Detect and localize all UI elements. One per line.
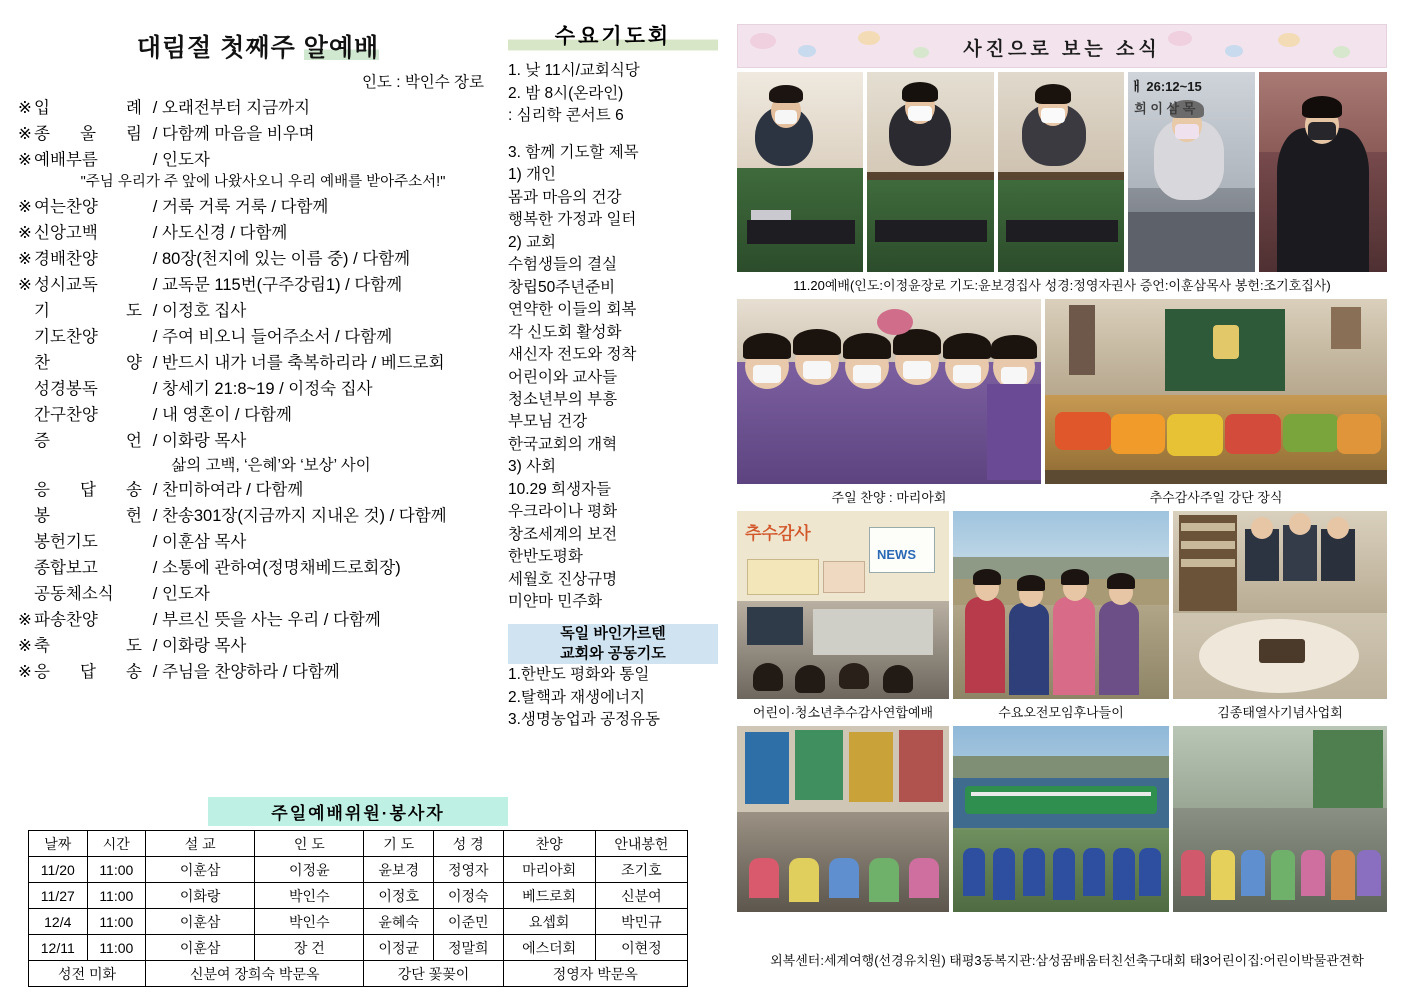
table-row (29, 857, 688, 883)
photo-sanctuary (1045, 299, 1387, 484)
photo-worship-1 (737, 72, 863, 272)
order-item-mark: ※ (18, 197, 32, 216)
photo-row-3 (737, 511, 1387, 699)
prayer-item: 우크라이나 평화 (508, 503, 618, 521)
table-cell: 이정균 (364, 935, 434, 961)
table-footer-cell: 성전 미화 (29, 961, 146, 987)
order-item-separator: / (152, 533, 158, 551)
table-cell: 이정숙 (433, 883, 503, 909)
order-call-to-worship-note: "주님 우리가 주 앞에 나왔사오니 우리 예배를 받아주소서!" (80, 174, 446, 190)
order-item-separator: / (152, 611, 158, 629)
table-cell: 요셉회 (503, 909, 595, 935)
table-header-cell: 안내봉헌 (595, 831, 687, 857)
order-item-mark: ※ (18, 99, 32, 117)
order-item-separator: / (152, 249, 158, 268)
photo-news-banner (737, 24, 1387, 68)
table-cell: 이훈삼 (146, 857, 255, 883)
order-item-label: 증 언 (34, 431, 142, 450)
germany-partner-item: 3.생명농업과 공정유동 (508, 711, 660, 729)
order-item-separator: / (152, 275, 158, 294)
order-item-separator: / (152, 197, 158, 216)
photo-memorial-society (1173, 511, 1387, 699)
germany-partner-list (508, 664, 718, 731)
table-cell: 이정윤 (255, 857, 364, 883)
photo-worship-3 (998, 72, 1124, 272)
table-cell: 마리아회 (503, 857, 595, 883)
order-item-separator: / (152, 125, 158, 143)
order-item (18, 100, 498, 117)
prayer-item: 각 신도회 활성화 (508, 323, 622, 341)
order-item-label: 간구찬양 (34, 405, 98, 424)
photo-caption-children: 어린이·청소년추수감사연합예배 (752, 705, 934, 720)
order-item-value: 이정호 집사 (162, 301, 247, 320)
photo-worship-4 (1128, 72, 1254, 272)
germany-partner-title (508, 624, 718, 665)
order-item-separator: / (152, 585, 158, 603)
order-item-separator: / (152, 379, 158, 398)
prayer-item: 창조세계의 보전 (508, 525, 618, 543)
prayer-item: 몸과 마음의 건강 (508, 188, 622, 206)
order-item-separator: / (152, 431, 158, 450)
table-header-cell: 기 도 (364, 831, 434, 857)
order-item-label: 봉헌기도 (34, 533, 98, 551)
order-item-value: 교독문 115번(구주강림1) / 다함께 (162, 275, 403, 294)
table-cell: 박민규 (595, 909, 687, 935)
table-cell: 11:00 (87, 857, 146, 883)
table-footer-cell: 정영자 박문옥 (503, 961, 687, 987)
table-cell: 이훈삼 (146, 909, 255, 935)
order-item-label: 신앙고백 (34, 223, 98, 242)
order-item-value: 인도자 (162, 151, 210, 169)
table-cell: 조기호 (595, 857, 687, 883)
order-item-label: 경배찬양 (34, 249, 98, 268)
order-item-value: 반드시 내가 너를 축복하리라 / 베드로회 (162, 353, 445, 372)
table-cell: 11:00 (87, 883, 146, 909)
duty-table-section (28, 797, 688, 987)
photo-text-thanksgiving: 추수감사 (745, 524, 811, 543)
order-item-value: 80장(천지에 있는 이름 중) / 다함께 (162, 249, 411, 268)
order-item (18, 329, 498, 346)
table-cell: 박인수 (255, 883, 364, 909)
table-row (29, 883, 688, 909)
table-header-cell: 성 경 (433, 831, 503, 857)
order-item-separator: / (152, 301, 158, 320)
photo-worship-5 (1259, 72, 1387, 272)
table-header-cell: 인 도 (255, 831, 364, 857)
table-cell: 11:00 (87, 935, 146, 961)
sermon-subtitle: 삶의 고백, ‘은혜’와 ‘보상’ 사이 (171, 456, 371, 474)
order-item-mark: ※ (18, 611, 32, 629)
prayer-item: 세월호 진상규명 (508, 570, 618, 588)
table-cell: 이훈삼 (146, 935, 255, 961)
order-item (18, 482, 498, 499)
wednesday-schedule-line: : 심리학 콘서트 6 (508, 107, 624, 125)
germany-partner-item: 1.한반도 평화와 통일 (508, 666, 650, 684)
order-item-label: 종합보고 (34, 559, 98, 577)
germany-partner-title-line2: 교회와 공동기도 (560, 644, 666, 662)
order-item-value: 내 영혼이 / 다함께 (162, 405, 292, 424)
order-list (18, 100, 498, 681)
table-footer-row (29, 961, 688, 987)
order-item (18, 199, 498, 216)
photo-children-thanksgiving (737, 511, 949, 699)
order-item (18, 355, 498, 372)
photo-caption-outing: 수요오전모임후나들이 (998, 705, 1124, 720)
table-header-cell: 시간 (87, 831, 146, 857)
table-cell: 베드로회 (503, 883, 595, 909)
table-cell: 12/11 (29, 935, 88, 961)
order-item-value: 다함께 마음을 비우며 (162, 125, 315, 143)
order-title-plain: 대림절 첫째주 (136, 34, 304, 62)
duty-table (28, 830, 688, 987)
germany-partner-title-line1: 독일 바인가르텐 (560, 624, 666, 642)
photo-news-title: 사진으로 보는 소식 (963, 39, 1161, 60)
order-item-value: 이훈삼 목사 (162, 533, 247, 551)
order-item-label: 종 울 림 (34, 125, 142, 143)
order-item-label: 축 도 (34, 637, 142, 655)
order-item-mark: ※ (18, 275, 32, 294)
table-row (29, 935, 688, 961)
table-header-row (29, 831, 688, 857)
prayer-group-heading: 3) 사회 (508, 458, 557, 476)
order-item-value: 부르신 뜻을 사는 우리 / 다함께 (162, 611, 381, 629)
photo-caption-row1: 11.20예배(인도:이정윤장로 기도:윤보경집사 성경:정영자권사 증언:이훈삼목사 봉헌:조기호집사) (793, 278, 1331, 293)
photo-museum-visit (1173, 726, 1387, 912)
wednesday-prayer-title: 수요기도회 (508, 22, 718, 52)
order-item-label: 예배부름 (34, 151, 98, 169)
photo-choir (737, 299, 1041, 484)
photo-text-news: NEWS (877, 547, 916, 562)
order-item-value: 주님을 찬양하라 / 다함께 (162, 663, 340, 681)
order-item-separator: / (152, 637, 158, 655)
order-item-value: 창세기 21:8~19 / 이정숙 집사 (162, 379, 373, 398)
table-cell: 정영자 (433, 857, 503, 883)
table-cell: 박인수 (255, 909, 364, 935)
spacer (508, 128, 718, 142)
prayer-item: 한국교회의 개혁 (508, 435, 618, 453)
table-cell: 11/20 (29, 857, 88, 883)
table-cell: 11:00 (87, 909, 146, 935)
photo-caption-row4: 외복센터:세계여행(선경유치원) 태평3동복지관:삼성꿈배움터친선축구대회 태3어린이집:어린이박물관견학 (770, 953, 1364, 968)
order-item (18, 433, 498, 450)
table-cell: 신분여 (595, 883, 687, 909)
order-item (18, 407, 498, 424)
photo-caption-memorial: 김종태열사기념사업회 (1217, 705, 1343, 720)
photo-worship-2 (867, 72, 993, 272)
order-item-separator: / (152, 151, 158, 169)
order-item-value: 인도자 (162, 585, 210, 603)
table-header-cell: 날짜 (29, 831, 88, 857)
table-header-cell: 찬양 (503, 831, 595, 857)
order-item-separator: / (152, 559, 158, 577)
order-item-label: 입 례 (34, 99, 142, 117)
order-item-separator: / (152, 481, 158, 499)
order-item (18, 225, 498, 242)
wednesday-schedule-line: 1. 낮 11시/교회식당 (508, 62, 640, 80)
prayer-group-heading: 2) 교회 (508, 233, 557, 251)
photo-bible-overlay-2: 희 이 삼 목 (1134, 101, 1196, 116)
photo-row-2 (737, 299, 1387, 484)
photo-news-section (737, 24, 1387, 912)
order-item-label: 응 답 송 (34, 481, 142, 499)
table-cell: 윤혜숙 (364, 909, 434, 935)
order-item-separator: / (152, 99, 158, 117)
order-item (18, 152, 498, 169)
table-header-cell: 설 교 (146, 831, 255, 857)
order-item (18, 586, 498, 603)
prayer-item: 행복한 가정과 일터 (508, 211, 637, 229)
prayer-item: 10.29 희생자들 (508, 480, 611, 498)
wednesday-prayer-body (508, 60, 718, 613)
order-item (18, 277, 498, 294)
table-row (29, 909, 688, 935)
order-item-value: 거룩 거룩 거룩 / 다함께 (162, 197, 329, 216)
table-cell: 12/4 (29, 909, 88, 935)
page-title (18, 28, 498, 64)
photo-bible-overlay: ㅐ 26:12~15 (1130, 79, 1202, 94)
order-item-value: 이화랑 목사 (162, 637, 247, 655)
table-cell: 11/27 (29, 883, 88, 909)
photo-caption-sanctuary: 추수감사주일 강단 장식 (1149, 490, 1283, 505)
worship-leader: 인도 : 박인수 장로 (361, 74, 484, 91)
order-item-value: 소통에 관하여(정명채베드로회장) (162, 559, 401, 577)
order-item-value: 이화랑 목사 (162, 431, 247, 450)
order-item (18, 508, 498, 525)
duty-table-title: 주일예배위원·봉사자 (208, 797, 508, 826)
order-item-label: 기도찬양 (34, 327, 98, 346)
prayer-item: 창립50주년준비 (508, 278, 616, 296)
photo-row-1 (737, 72, 1387, 272)
order-item-label: 응 답 송 (34, 663, 142, 681)
order-item (18, 126, 498, 143)
photo-grid (737, 72, 1387, 912)
order-item-mark: ※ (18, 663, 32, 681)
prayer-topics-heading: 3. 함께 기도할 제목 (508, 143, 639, 161)
order-item-value: 찬송301장(지금까지 지내온 것) / 다함께 (162, 507, 447, 525)
order-item (18, 251, 498, 268)
duty-table-foot (29, 961, 688, 987)
order-item-mark: ※ (18, 249, 32, 268)
table-footer-cell: 강단 꽃꽂이 (364, 961, 503, 987)
order-of-worship (18, 20, 498, 690)
prayer-item: 청소년부의 부흥 (508, 391, 618, 408)
order-item (18, 638, 498, 655)
order-item-separator: / (152, 405, 158, 424)
order-item-value: 사도신경 / 다함께 (162, 223, 288, 242)
order-item-separator: / (152, 507, 158, 525)
order-item-separator: / (152, 353, 158, 372)
order-item (18, 381, 498, 398)
germany-partner-item: 2.탈핵과 재생에너지 (508, 688, 646, 706)
table-cell: 에스더회 (503, 935, 595, 961)
table-footer-cell: 신분여 장희숙 박문옥 (146, 961, 364, 987)
duty-table-head (29, 831, 688, 857)
order-item-value: 찬미하여라 / 다함께 (162, 481, 304, 499)
order-item-label: 봉 헌 (34, 507, 142, 525)
order-item-label: 성경봉독 (34, 379, 98, 398)
table-cell: 이화랑 (146, 883, 255, 909)
prayer-item: 미얀마 민주화 (508, 593, 603, 611)
order-item-value: 주여 비오니 들어주소서 / 다함께 (162, 327, 393, 346)
wednesday-schedule-line: 2. 밤 8시(온라인) (508, 84, 624, 102)
order-item (18, 534, 498, 551)
wednesday-prayer-section (508, 22, 718, 732)
order-item-mark: ※ (18, 125, 32, 143)
prayer-item: 수험생들의 결실 (508, 256, 618, 274)
order-title-highlight: 알예배 (303, 34, 380, 62)
photo-kindergarten-tour (737, 726, 949, 912)
prayer-item: 부모님 건강 (508, 413, 588, 431)
table-cell: 장 건 (255, 935, 364, 961)
order-item-label: 여는찬양 (34, 197, 98, 216)
photo-wednesday-outing (953, 511, 1169, 699)
order-item-mark: ※ (18, 637, 32, 655)
order-item-label: 파송찬양 (34, 611, 98, 629)
order-item-separator: / (152, 327, 158, 346)
prayer-item: 새신자 전도와 정착 (508, 346, 637, 364)
photo-caption-choir: 주일 찬양 : 마리아회 (831, 490, 947, 505)
order-item (18, 303, 498, 320)
prayer-item: 연약한 이들의 회복 (508, 301, 637, 319)
order-item-label: 찬 양 (34, 353, 142, 372)
duty-table-body (29, 857, 688, 961)
order-item (18, 612, 498, 629)
photo-soccer-tournament (953, 726, 1169, 912)
prayer-item: 한반도평화 (508, 548, 583, 566)
order-item (18, 560, 498, 577)
table-cell: 이현정 (595, 935, 687, 961)
prayer-item: 어린이와 교사들 (508, 368, 618, 386)
order-item (18, 664, 498, 681)
table-cell: 윤보경 (364, 857, 434, 883)
order-item-label: 성시교독 (34, 275, 98, 294)
photo-row-4 (737, 726, 1387, 912)
prayer-group-heading: 1) 개인 (508, 166, 557, 184)
photo-caption-row2-wrap (737, 484, 1387, 511)
photo-caption-row3-wrap (737, 699, 1387, 726)
order-item-label: 공동체소식 (34, 585, 114, 603)
table-cell: 정말희 (433, 935, 503, 961)
order-item-separator: / (152, 223, 158, 242)
order-item-mark: ※ (18, 151, 32, 169)
table-cell: 이정호 (364, 883, 434, 909)
order-item-separator: / (152, 663, 158, 681)
order-item-label: 기 도 (34, 301, 142, 320)
order-item-value: 오래전부터 지금까지 (162, 99, 311, 117)
table-cell: 이준민 (433, 909, 503, 935)
order-item-mark: ※ (18, 223, 32, 242)
